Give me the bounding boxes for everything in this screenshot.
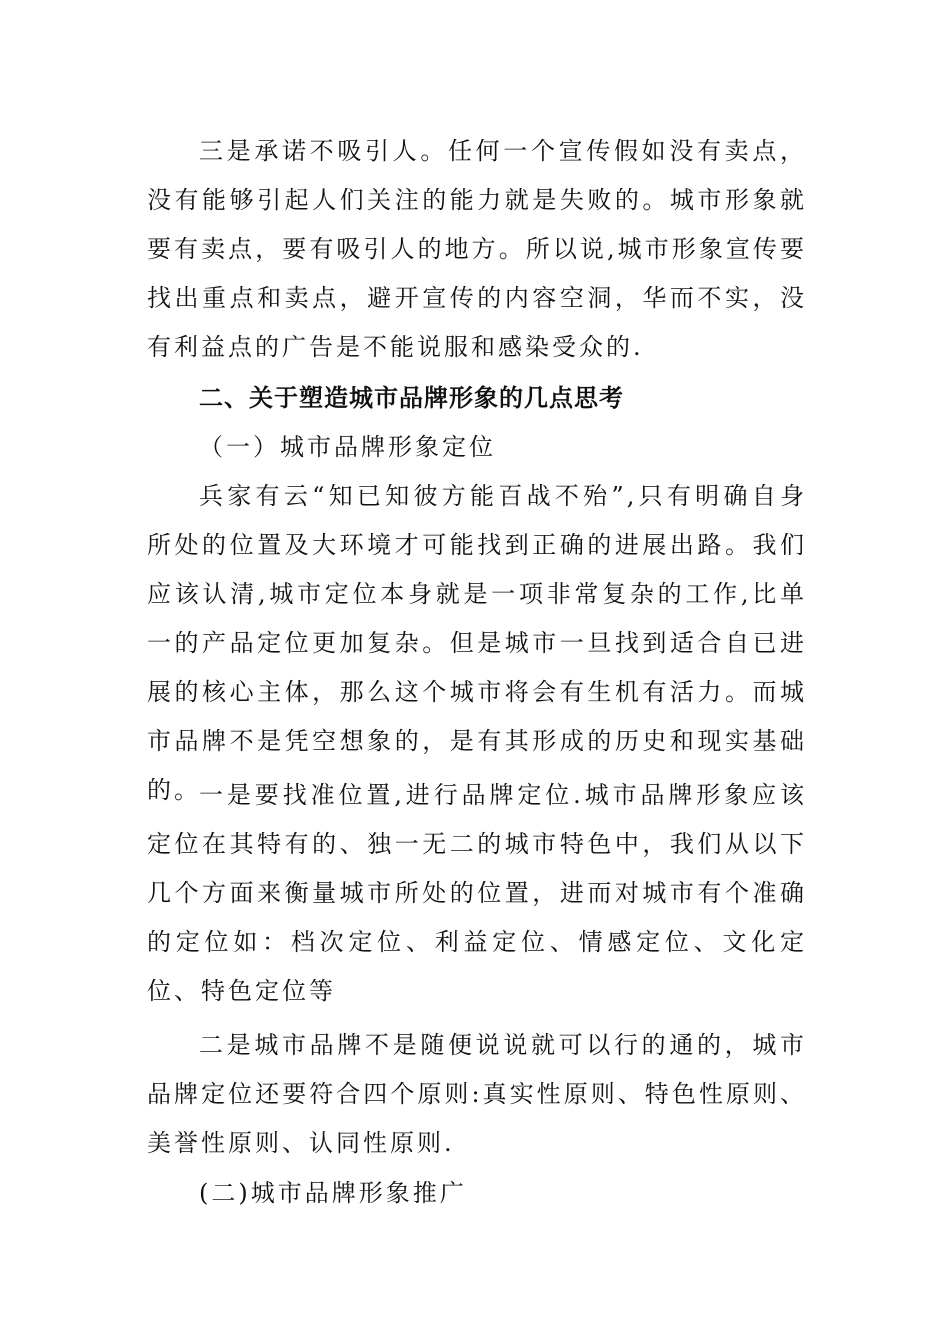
- section-heading: 二、关于塑造城市品牌形象的几点思考: [199, 384, 624, 412]
- paragraph-selling-point: 三是承诺不吸引人。任何一个宣传假如没有卖点，没有能够引起人们关注的能力就是失败的。城市形象就要有卖点，要有吸引人的地方。所以说,城市形象宣传要找出重点和卖点，避开宣传的内容空洞，华而不实，没有利益点的广告是不能说服和感染受众的.: [147, 137, 807, 361]
- paragraph-find-position: 一是要找准位置,进行品牌定位.城市品牌形象应该定位在其特有的、独一无二的城市特色中，我们从以下几个方面来衡量城市所处的位置，进而对城市有个准确的定位如：档次定位、利益定位、情感定位、文化定位、特色定位等: [147, 781, 807, 1005]
- subsection-heading-positioning: （一）城市品牌形象定位: [199, 433, 496, 461]
- paragraph-positioning-intro: 兵家有云“知已知彼方能百战不殆”,只有明确自身所处的位置及大环境才可能找到正确的进展出路。我们应该认清,城市定位本身就是一项非常复杂的工作,比单一的产品定位更加复杂。但是城市一旦找到适合自已进展的核心主体，那么这个城市将会有生机有活力。而城市品牌不是凭空想象的，是有其形成的历史和现实基础的。: [147, 482, 807, 804]
- subsection-heading-promotion: (二)城市品牌形象推广: [199, 1179, 467, 1207]
- paragraph-four-principles: 二是城市品牌不是随便说说就可以行的通的，城市品牌定位还要符合四个原则:真实性原则、特色性原则、美誉性原则、认同性原则.: [147, 1031, 807, 1157]
